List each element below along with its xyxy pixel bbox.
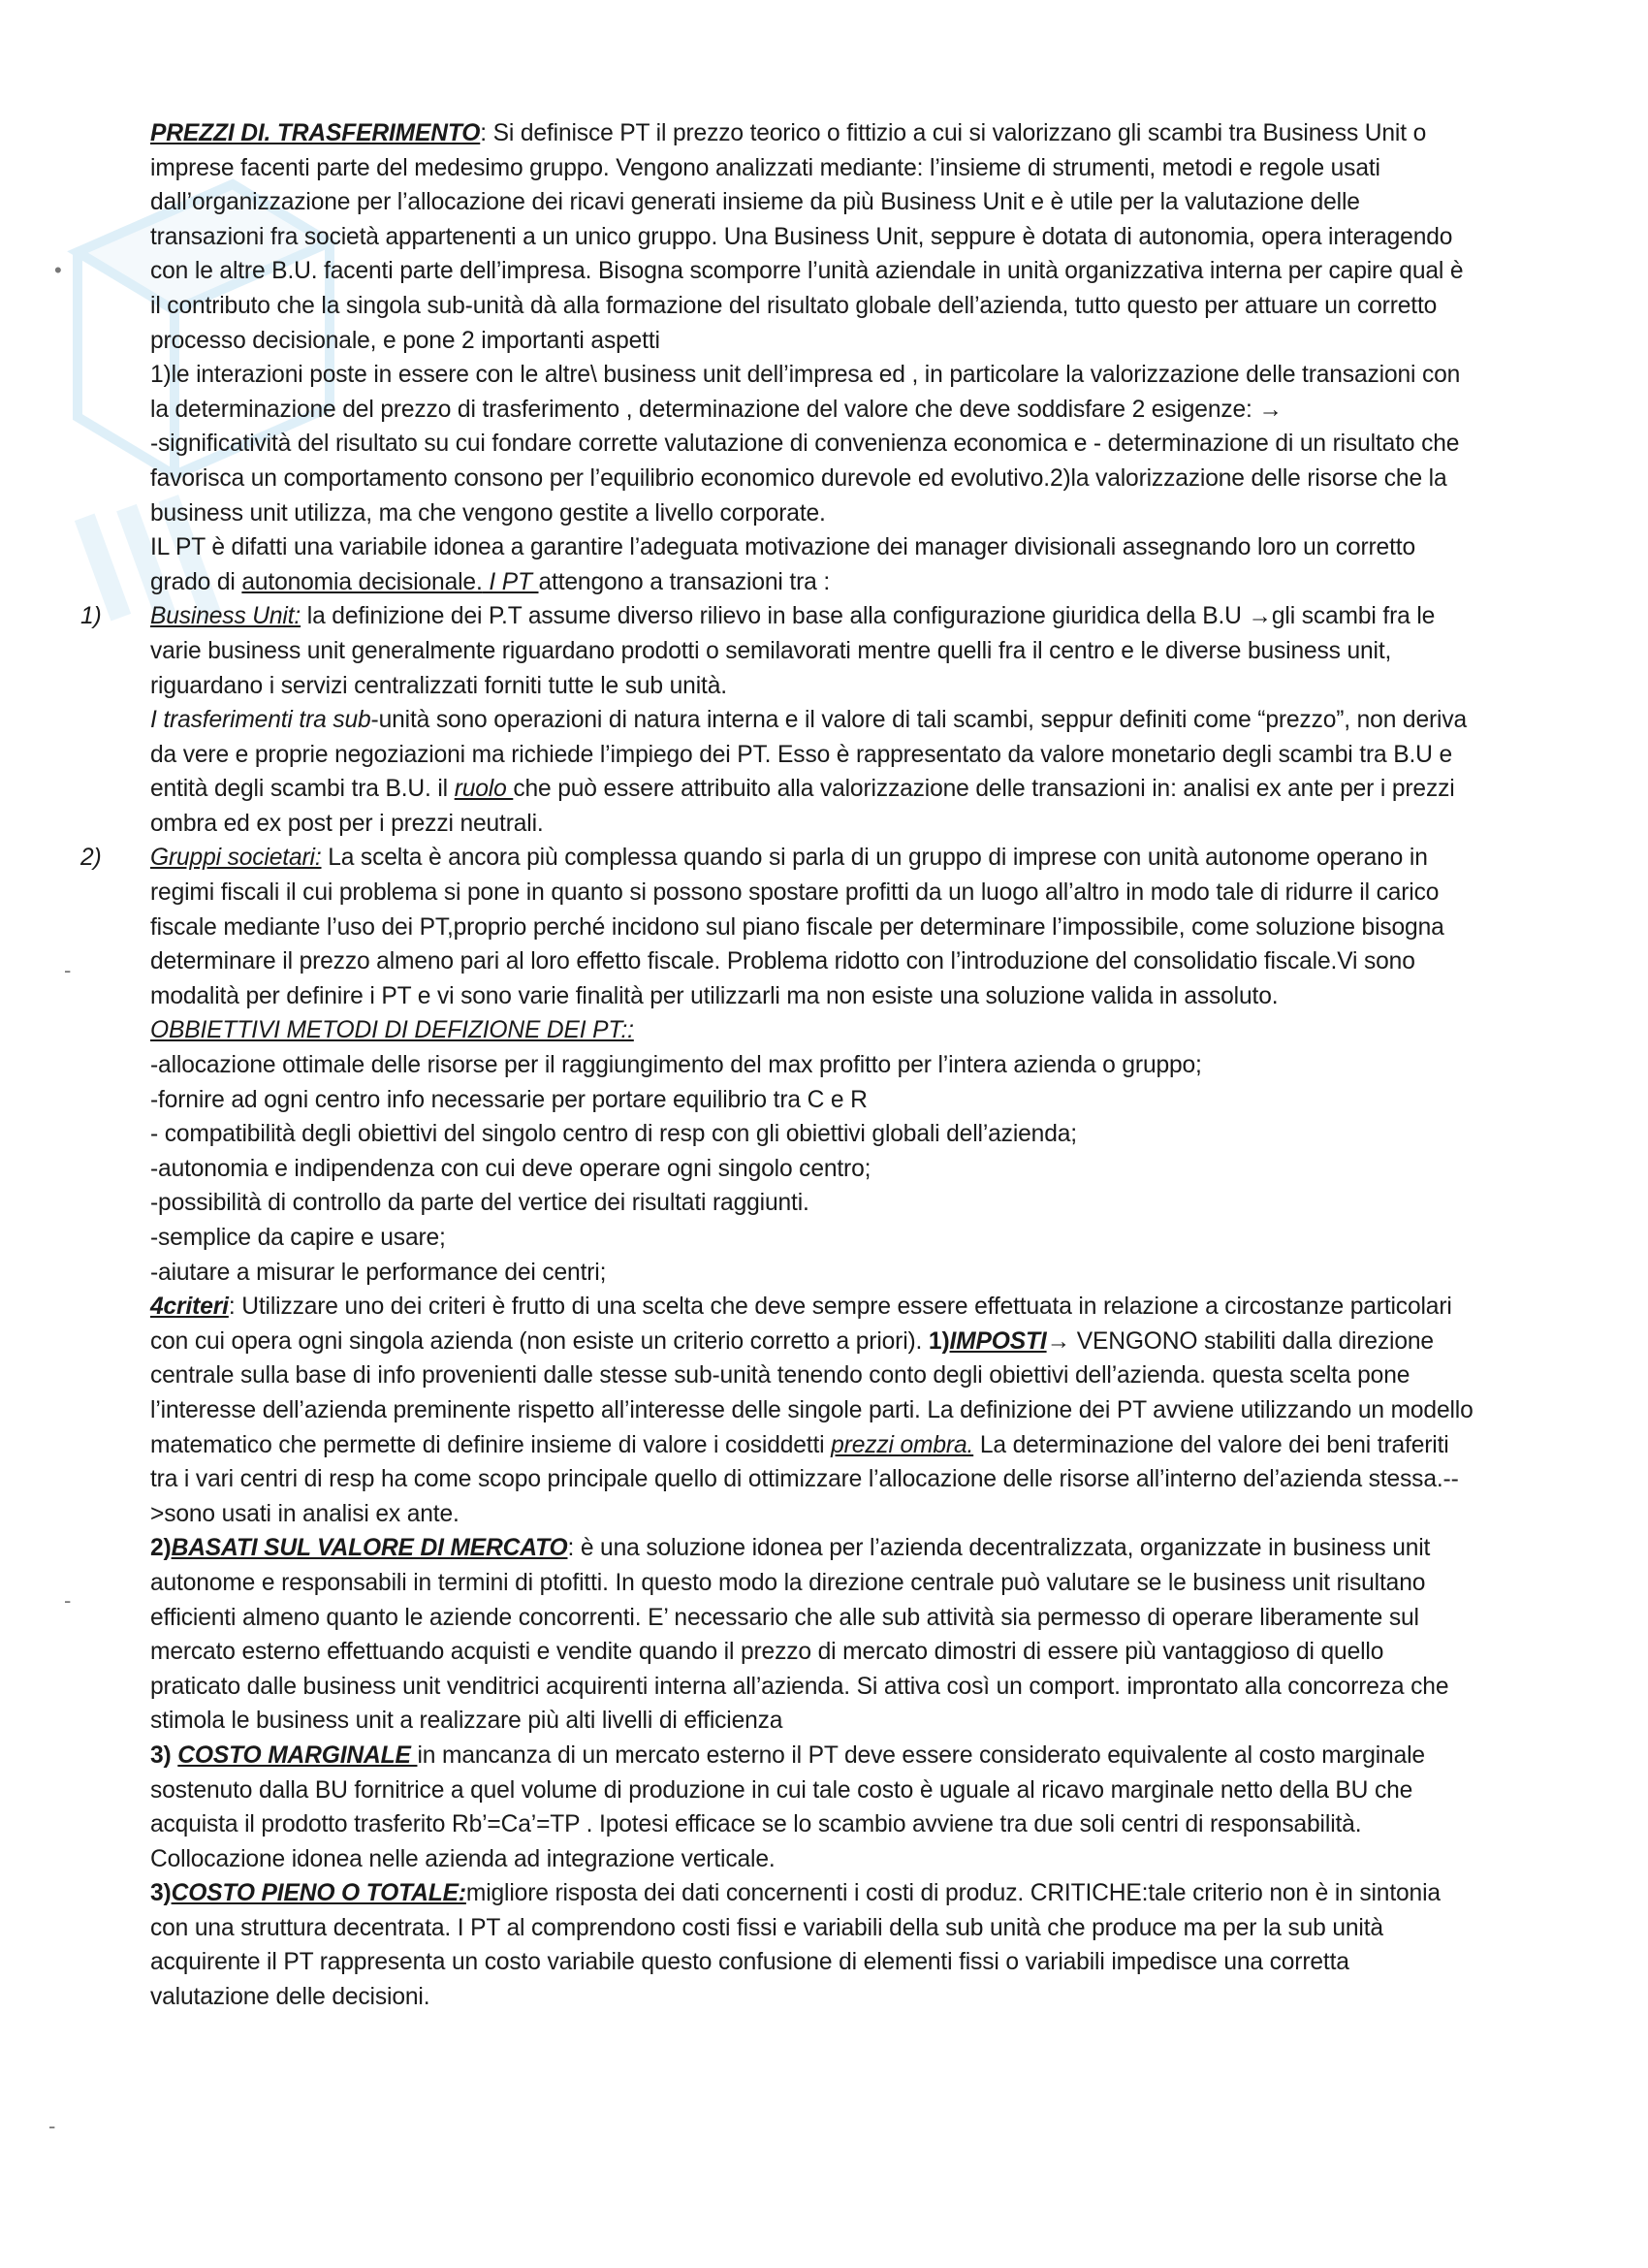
item-label: Gruppi societari:	[150, 845, 322, 872]
objective-item: -autonomia e indipendenza con cui deve operare ogni singolo centro;	[150, 1155, 872, 1182]
margin-mark: •	[54, 258, 62, 282]
mercato-text: : è una soluzione idonea per l’azienda decentralizzata, organizzate in business unit autonome e responsabili in termini di ptofitti. In questo modo la direzione centrale può valutare se le business unit risultano efficienti almeno quanto le aziende concorrenti. E’ necessario che alle sub attività sia permesso di operare liberamente sul mercato esterno effettuando acquisti e vendite quando il prezzo di mercato dimostri di essere più vantaggioso di quello praticato dalle business unit venditrici acquirenti interna all’azienda. Si attiva così un comport. improntato alla concorreza che stimola le business unit a realizzare più alti livelli di efficienza	[150, 1535, 1449, 1735]
pt-variable-text: IL PT è difatti una variabile idonea a garantire l’adeguata motivazione dei manager divisionali assegnando loro un corretto grado di	[150, 534, 1415, 595]
pieno-text: migliore risposta dei dati concernenti i costi di produz. CRITICHE:tale criterio non è in sintonia con una struttura decentrata. I PT al comprendono costi fissi e variabili della sub unità che produce ma per la sub unità acquirente il PT rappresenta un costo variabile questo confusione di elementi fissi o variabili impedisce una corretta valutazione delle decisioni.	[150, 1880, 1441, 2011]
objective-item: -possibilità di controllo da parte del vertice dei risultati raggiunti.	[150, 1190, 809, 1217]
prezzi-ombra-text: prezzi ombra.	[831, 1431, 974, 1458]
margin-mark: -	[48, 2114, 56, 2138]
objective-item: -fornire ad ogni centro info necessarie per portare equilibrio tra C e R	[150, 1086, 868, 1113]
mercato-number: 2)	[150, 1535, 172, 1562]
list-number: 2)	[80, 845, 102, 872]
objective-item: -aiutare a misurar le performance dei centri;	[150, 1259, 607, 1286]
imposti-number: 1)	[928, 1327, 950, 1355]
ruolo-text: ruolo	[454, 776, 514, 803]
mercato-paragraph	[150, 1531, 1474, 1739]
autonomia-text: autonomia decisionale.	[241, 568, 483, 595]
pieno-number: 3)	[150, 1880, 172, 1907]
pieno-paragraph	[150, 1876, 1474, 2014]
item-paragraph-2	[150, 703, 1474, 841]
item-text-2: -unità sono operazioni di natura interna e il valore di tali scambi, seppur definiti come “prezzo”, non deriva da vere e proprie negoziazioni ma richiede l’impiego dei PT. Esso è rappresentato da valore monetario degli scambi tra B.U e entità degli scambi tra B.U. il	[150, 707, 1467, 803]
pieno-label: COSTO PIENO O TOTALE:	[171, 1880, 466, 1907]
item-text: La scelta è ancora più complessa quando si parla di un gruppo di imprese con unità autonome operano in regimi fiscali il cui problema si pone in quanto si possono spostare profitti da un luogo all’altro in modo tale di ridurre il carico fiscale mediante l’uso dei PT,proprio perché incidono sul piano fiscale per determinare l’impossibile, come soluzione bisogna determinare il prezzo almeno pari al loro effetto fiscale. Problema ridotto con l’introduzione del consolidatio fiscale.Vi sono modalità per definire i PT e vi sono varie finalità per utilizzarli ma non esiste una soluzione valida in assoluto.	[150, 845, 1444, 1009]
imposti-text-2: La determinazione del valore dei beni traferiti tra i vari centri di resp ha come scopo principale quello di ottimizzare l’allocazione delle risorse all’interno del’azienda stessa.-->sono usati in analisi ex ante.	[150, 1431, 1459, 1527]
objective-item: -allocazione ottimale delle risorse per il raggiungimento del max profitto per l’intera azienda o gruppo;	[150, 1052, 1202, 1079]
marginale-text: in mancanza di un mercato esterno il PT deve essere considerato equivalente al costo marginale sostenuto dalla BU fornitrice a quel volume di produzione in cui tale costo è uguale al ricavo marginale netto della BU che acquista il prodotto trasferito Rb’=Ca’=TP . Ipotesi efficace se lo scambio avviene tra due soli centri di responsabilità. Collocazione idonea nelle azienda ad integrazione verticale.	[150, 1741, 1425, 1872]
marginale-paragraph	[150, 1739, 1474, 1876]
criteri-text: : Utilizzare uno dei criteri è frutto di una scelta che deve sempre essere effettuata in relazione a circostanze particolari con cui opera ogni singola azienda (non esiste un criterio corretto a priori).	[150, 1294, 1452, 1355]
criteri-paragraph	[150, 1290, 1474, 1531]
section-heading: PREZZI DI. TRASFERIMENTO	[150, 120, 481, 146]
intro-paragraph	[150, 116, 1474, 358]
objectives-heading: OBBIETTIVI METODI DI DEFIZIONE DEI PT::	[150, 1017, 634, 1044]
item-paragraph	[150, 599, 1474, 703]
objective-item: -semplice da capire e usare;	[150, 1225, 446, 1251]
i-pt-text: I PT	[482, 568, 539, 595]
criteri-label: 4criteri	[150, 1294, 229, 1321]
item-italic-text: I trasferimenti tra sub	[150, 707, 371, 734]
item-text: la definizione dei P.T assume diverso rilievo in base alla configurazione giuridica della B.U →gli scambi fra le varie business unit generalmente riguardano prodotti o semilavorati mentre quelli fra il centro e le diverse business unit, riguardano i servizi centralizzati forniti tutte le sub unità.	[150, 603, 1436, 699]
intro-text: : Si definisce PT il prezzo teorico o fittizio a cui si valorizzano gli scambi tra Business Unit o imprese facenti parte del medesimo gruppo. Vengono analizzati mediante: l’insieme di strumenti, metodi e regole usati dall’organizzazione per l’allocazione dei ricavi generati insieme da più Business Unit e è utile per la valutazione delle transazioni fra società appartenenti a un unico gruppo. Una Business Unit, seppure è dotata di autonomia, opera interagendo con le altre B.U. facenti parte dell’impresa. Bisogna scomporre l’unità aziendale in unità organizzativa interna per capire qual è il contributo che la singola sub-unità dà alla formazione del risultato globale dell’azienda, tutto questo per attuare un corretto processo decisionale, e pone 2 importanti aspetti	[150, 120, 1464, 354]
imposti-text: → VENGONO stabiliti dalla direzione centrale sulla base di info provenienti dalle stesse sub-unità tenendo conto degli obiettivi dell’azienda. questa scelta pone l’interesse dell’azienda preminente rispetto all’interesse delle singole parti. La definizione dei PT avviene utilizzando un modello matematico che permette di definire insieme di valore i cosiddetti	[150, 1327, 1474, 1458]
aspect-1: 1)le interazioni poste in essere con le altre\ business unit dell’impresa ed , in particolare la valorizzazione delle transazioni con la determinazione del prezzo di trasferimento , determinazione del valore che deve soddisfare 2 esigenze: →	[150, 362, 1461, 423]
marginale-label: COSTO MARGINALE	[177, 1741, 418, 1769]
list-item-gruppi-societari	[80, 841, 1474, 1013]
transazioni-text: attengono a transazioni tra :	[538, 568, 831, 595]
document-body	[80, 116, 1474, 2015]
list-item-business-unit	[80, 599, 1474, 841]
margin-mark: -	[64, 958, 72, 982]
margin-mark: -	[64, 1588, 72, 1613]
pt-variable-paragraph	[150, 530, 1474, 599]
item-text-3: che può essere attribuito alla valorizzazione delle transazioni in: analisi ex ante per i prezzi ombra ed ex post per i prezzi neutrali.	[150, 776, 1455, 837]
mercato-label: BASATI SUL VALORE DI MERCATO	[171, 1535, 568, 1562]
item-label: Business Unit:	[150, 603, 301, 630]
item-paragraph	[150, 841, 1474, 1013]
list-number: 1)	[80, 603, 102, 630]
objective-item: - compatibilità degli obiettivi del singolo centro di resp con gli obiettivi globali dell’azienda;	[150, 1121, 1077, 1148]
aspect-1-details: -significatività del risultato su cui fondare corrette valutazione di convenienza economica e - determinazione di un risultato che favorisca un comportamento consono per l’equilibrio economico durevole ed evolutivo.2)la valorizzazione delle risorse che la business unit utilizza, ma che vengono gestite a livello corporate.	[150, 431, 1460, 527]
marginale-number: 3)	[150, 1741, 178, 1769]
imposti-label: IMPOSTI	[949, 1327, 1047, 1355]
